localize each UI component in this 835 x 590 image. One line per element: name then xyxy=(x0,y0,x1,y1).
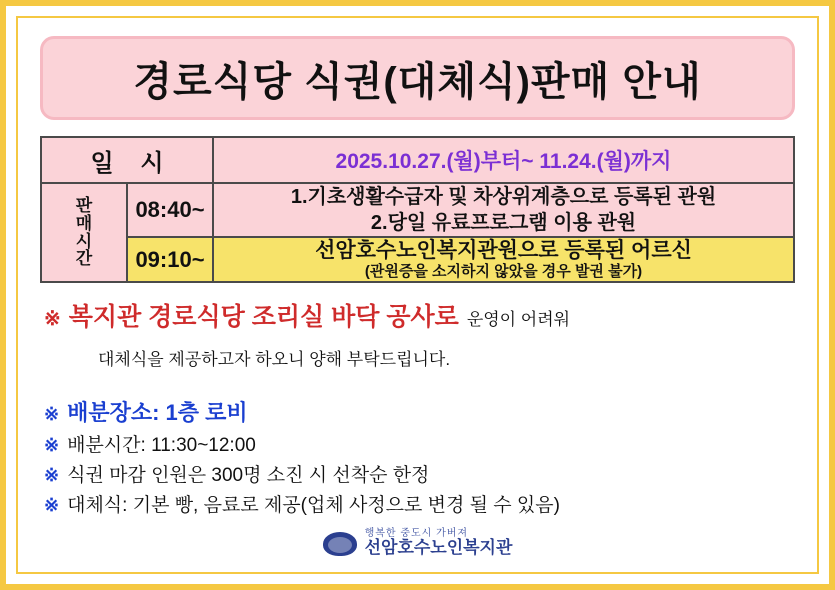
blue-item-text-2: 식권 마감 인원은 300명 소진 시 선착순 한정 xyxy=(67,465,430,487)
logo-slogan: 행복한 중도시 가버져 xyxy=(364,527,469,539)
notice-construction-highlight: 복지관 경로식당 조리실 바닥 공사로 xyxy=(68,303,459,332)
blue-notice-list xyxy=(40,396,795,517)
label-sale-time-char-2: 매 xyxy=(75,213,93,233)
blue-item-head-0: 배분장소: 1층 로비 xyxy=(67,400,248,426)
value-date-range: 2025.10.27.(월)부터~ 11.24.(월)까지 xyxy=(213,137,794,183)
list-item xyxy=(44,490,795,517)
logo-text xyxy=(365,529,513,557)
label-sale-time-char-1: 판 xyxy=(75,195,93,215)
value-time-1: 08:40~ xyxy=(127,183,213,237)
wave-logo-icon xyxy=(323,528,357,558)
logo-organization: 선암호수노인복지관 xyxy=(364,538,513,558)
table-row-sale-1 xyxy=(41,183,794,237)
blue-item-text-3: 대체식: 기본 빵, 음료로 제공(업체 사정으로 변경 될 수 있음) xyxy=(67,495,560,517)
value-desc-2 xyxy=(213,237,794,282)
label-sale-time xyxy=(41,183,127,282)
star-icon: ※ xyxy=(44,435,60,456)
poster-inner-frame xyxy=(16,16,819,574)
label-ilsi: 일 시 xyxy=(41,137,213,183)
label-sale-time-char-3: 시 xyxy=(75,231,93,251)
value-desc-1 xyxy=(213,183,794,237)
star-icon: ※ xyxy=(44,465,60,486)
page-title: 경로식당 식권(대체식)판매 안내 xyxy=(133,59,702,104)
value-desc-2-line1: 선암호수노인복지관원으로 등록된 어르신 xyxy=(315,239,692,262)
table-row-date xyxy=(41,137,794,183)
star-icon: ※ xyxy=(44,404,60,425)
notice-construction xyxy=(40,297,795,333)
list-item xyxy=(44,396,795,427)
label-sale-time-char-4: 간 xyxy=(75,249,93,269)
blue-item-text-1: 배분시간: 11:30~12:00 xyxy=(67,435,256,457)
title-banner xyxy=(40,36,795,120)
notice-construction-tail: 운영이 어려워 xyxy=(466,310,571,330)
value-desc-1-line1: 1.기초생활수급자 및 차상위계층으로 등록된 관원 xyxy=(290,186,717,208)
footer-logo xyxy=(40,528,795,558)
value-time-2: 09:10~ xyxy=(127,237,213,282)
list-item xyxy=(44,430,795,457)
star-icon: ※ xyxy=(44,495,60,516)
poster-content xyxy=(40,36,795,564)
value-desc-2-line2: (관원증을 소지하지 않았을 경우 발권 불가) xyxy=(364,263,643,281)
notice-substitute-meal: 대체식을 제공하고자 하오니 양해 부탁드립니다. xyxy=(98,350,451,370)
table-row-sale-2 xyxy=(41,237,794,282)
star-icon: ※ xyxy=(44,308,61,331)
value-desc-1-line2: 2.당일 유료프로그램 이용 관원 xyxy=(370,212,637,234)
list-item xyxy=(44,460,795,487)
info-table xyxy=(40,136,795,283)
